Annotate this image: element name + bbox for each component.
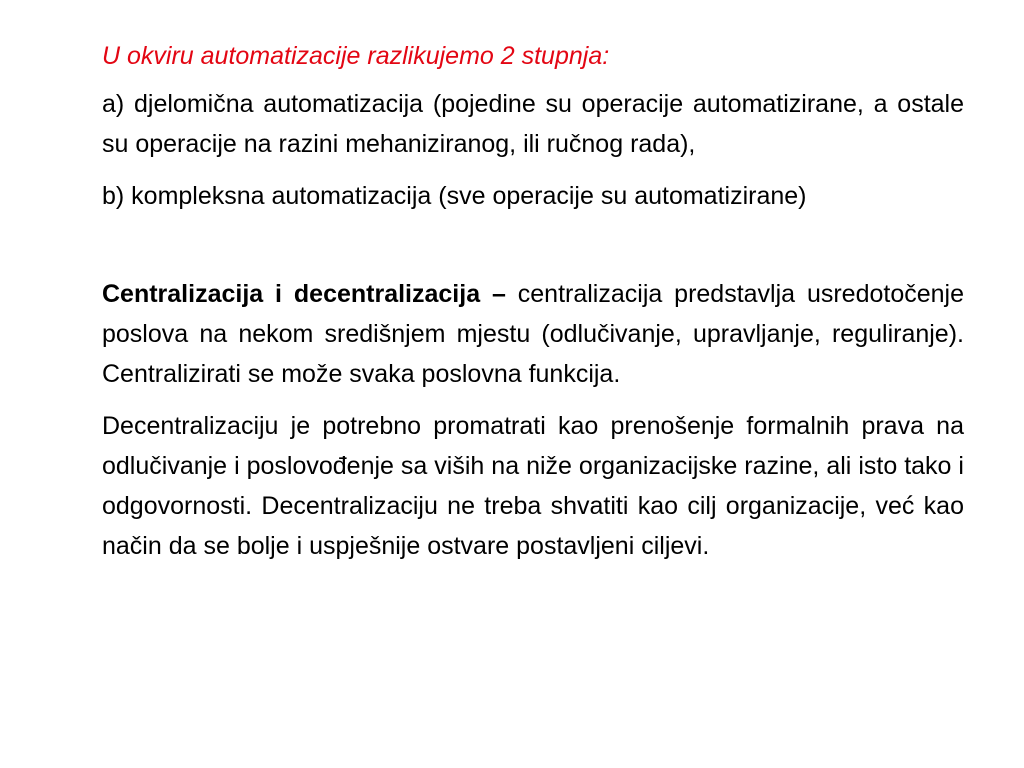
centralization-term: Centralizacija i decentralizacija – [102,280,506,308]
decentralization-paragraph: Decentralizaciju je potrebno promatrati kao prenošenje formalnih prava na odlučivanje i poslovođenje sa viših na niže organizacijske razine, ali isto tako i odgovornosti. Decentralizaciju ne treba shvatiti kao cilj organizacije, već kao način da se bolje i uspješnije ostvare postavljeni ciljevi. [102,412,964,560]
item-b: b) kompleksna automatizacija (sve operacije su automatizirane) [102,182,807,210]
paragraph-spacer [102,228,964,274]
slide-content [102,36,964,578]
centralization-paragraph [102,274,964,394]
item-a: a) djelomična automatizacija (pojedine su operacije automatizirane, a ostale su operacije na razini mehaniziranog, ili ručnog rada), [102,90,964,158]
centralization-text: centralizacija predstavlja usredotočenje poslova na nekom središnjem mjestu (odlučivanje, upravljanje, reguliranje). Centralizirati se može svaka poslovna funkcija. [102,280,964,388]
intro-heading: U okviru automatizacije razlikujemo 2 stupnja: [102,42,610,70]
